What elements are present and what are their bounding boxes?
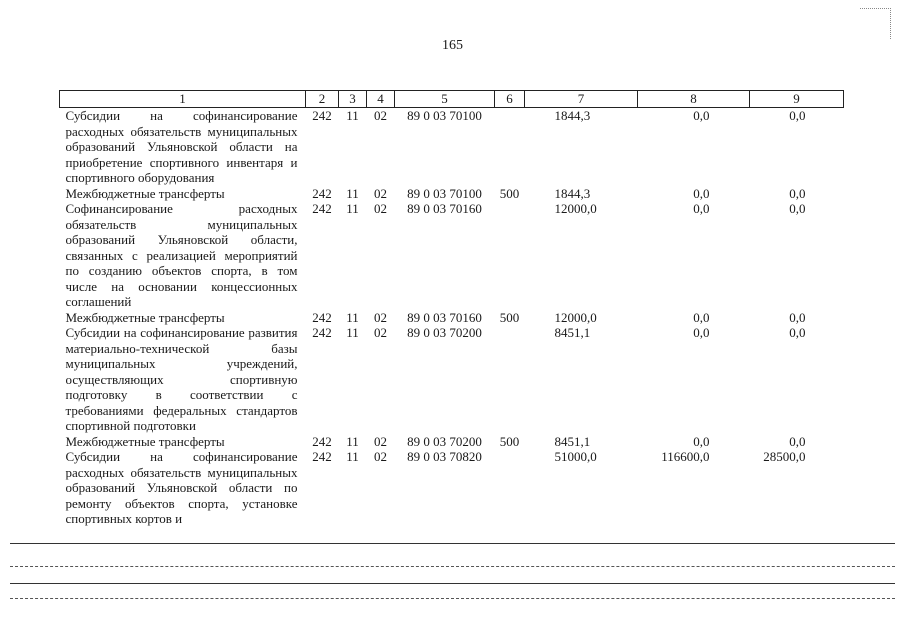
- header-col-2: 2: [306, 91, 339, 108]
- row-col-6: 500: [499, 433, 520, 449]
- row-col-6: 500: [499, 309, 520, 325]
- table-row: [60, 310, 844, 326]
- row-col-4: 02: [374, 433, 387, 449]
- row-name: Субсидии на софинансирование развития материально-технической базы муниципальных учреждений, осуществляющих спортивную подготовку в соответствии с требованиями федеральных стандартов спортивной подготовки: [65, 325, 298, 433]
- page-cut-line: [10, 598, 895, 599]
- page-cut-line: [10, 543, 895, 544]
- row-code: 89 0 03 70100: [407, 185, 482, 201]
- row-col-9: 0,0: [789, 325, 806, 340]
- row-col-9: 0,0: [789, 433, 806, 449]
- row-col-2: 242: [312, 185, 332, 201]
- row-name: Межбюджетные трансферты: [65, 185, 225, 201]
- header-col-9: 9: [750, 91, 844, 108]
- row-col-8: 0,0: [693, 325, 710, 340]
- row-col-2: 242: [312, 309, 332, 325]
- row-col-4: 02: [374, 325, 387, 340]
- header-col-7: 7: [525, 91, 638, 108]
- row-col-2: 242: [312, 433, 332, 449]
- table-row: [60, 325, 844, 434]
- row-col-8: 0,0: [693, 201, 710, 216]
- row-col-9: 0,0: [789, 108, 806, 123]
- header-col-6: 6: [495, 91, 525, 108]
- header-col-5: 5: [395, 91, 495, 108]
- row-col-4: 02: [374, 108, 387, 123]
- row-code: 89 0 03 70200: [407, 433, 482, 449]
- row-col-3: 11: [346, 309, 359, 325]
- row-code: 89 0 03 70100: [407, 108, 482, 123]
- row-col-6: [495, 449, 525, 527]
- page-cut-line: [10, 566, 895, 567]
- row-col-6: [495, 108, 525, 186]
- row-col-2: 242: [312, 201, 332, 216]
- row-code: 89 0 03 70160: [407, 201, 482, 216]
- row-code: 89 0 03 70820: [407, 449, 482, 464]
- page-cut-line: [10, 583, 895, 584]
- row-code: 89 0 03 70200: [407, 325, 482, 340]
- row-col-4: 02: [374, 309, 387, 325]
- row-name: Межбюджетные трансферты: [65, 309, 225, 325]
- row-col-9: 0,0: [789, 185, 806, 201]
- header-col-3: 3: [339, 91, 367, 108]
- row-col-6: [495, 325, 525, 434]
- page-number: 165: [442, 38, 463, 53]
- row-name: Субсидии на софинансирование расходных обязательств муниципальных образований Ульяновской области на приобретение спортивного инвентаря и спортивного оборудования: [65, 108, 298, 185]
- row-col-4: 02: [374, 449, 387, 464]
- budget-table: [59, 90, 844, 527]
- row-col-2: 242: [312, 108, 332, 123]
- row-code: 89 0 03 70160: [407, 309, 482, 325]
- row-col-4: 02: [374, 185, 387, 201]
- row-col-2: 242: [312, 325, 332, 340]
- row-col-3: 11: [346, 449, 359, 464]
- row-col-9: 0,0: [789, 309, 806, 325]
- row-col-8: 0,0: [693, 433, 710, 449]
- row-col-3: 11: [346, 108, 359, 123]
- table-row: [60, 434, 844, 450]
- row-col-7: 12000,0: [554, 309, 597, 325]
- row-col-3: 11: [346, 433, 359, 449]
- row-name: Субсидии на софинансирование расходных обязательств муниципальных образований Ульяновской области по ремонту объектов спорта, установке спортивных кортов и: [65, 449, 298, 526]
- header-col-1: 1: [60, 91, 306, 108]
- row-col-7: 8451,1: [554, 433, 591, 449]
- row-col-9: 0,0: [789, 201, 806, 216]
- row-col-4: 02: [374, 201, 387, 216]
- row-name: Межбюджетные трансферты: [65, 433, 225, 449]
- row-name: Софинансирование расходных обязательств муниципальных образований Ульяновской области, связанных с реализацией мероприятий по созданию объектов спорта, в том числе на основании концессионных соглашений: [65, 201, 298, 309]
- row-col-8: 0,0: [693, 309, 710, 325]
- row-col-3: 11: [346, 325, 359, 340]
- row-col-8: 116600,0: [661, 449, 710, 464]
- row-col-6: [495, 201, 525, 310]
- row-col-7: 12000,0: [554, 201, 597, 216]
- row-col-7: 8451,1: [554, 325, 591, 340]
- table-row: [60, 201, 844, 310]
- row-col-3: 11: [346, 201, 359, 216]
- row-col-9: 28500,0: [763, 449, 806, 464]
- row-col-8: 0,0: [693, 185, 710, 201]
- row-col-3: 11: [346, 185, 359, 201]
- table-row: [60, 186, 844, 202]
- row-col-7: 51000,0: [554, 449, 597, 464]
- table-header: [60, 91, 844, 108]
- row-col-7: 1844,3: [554, 185, 591, 201]
- scan-corner-mark: [860, 8, 891, 39]
- row-col-2: 242: [312, 449, 332, 464]
- row-col-7: 1844,3: [554, 108, 591, 123]
- row-col-8: 0,0: [693, 108, 710, 123]
- header-col-4: 4: [367, 91, 395, 108]
- row-col-6: 500: [499, 185, 520, 201]
- header-col-8: 8: [638, 91, 750, 108]
- table-row: [60, 449, 844, 527]
- table-row: [60, 108, 844, 186]
